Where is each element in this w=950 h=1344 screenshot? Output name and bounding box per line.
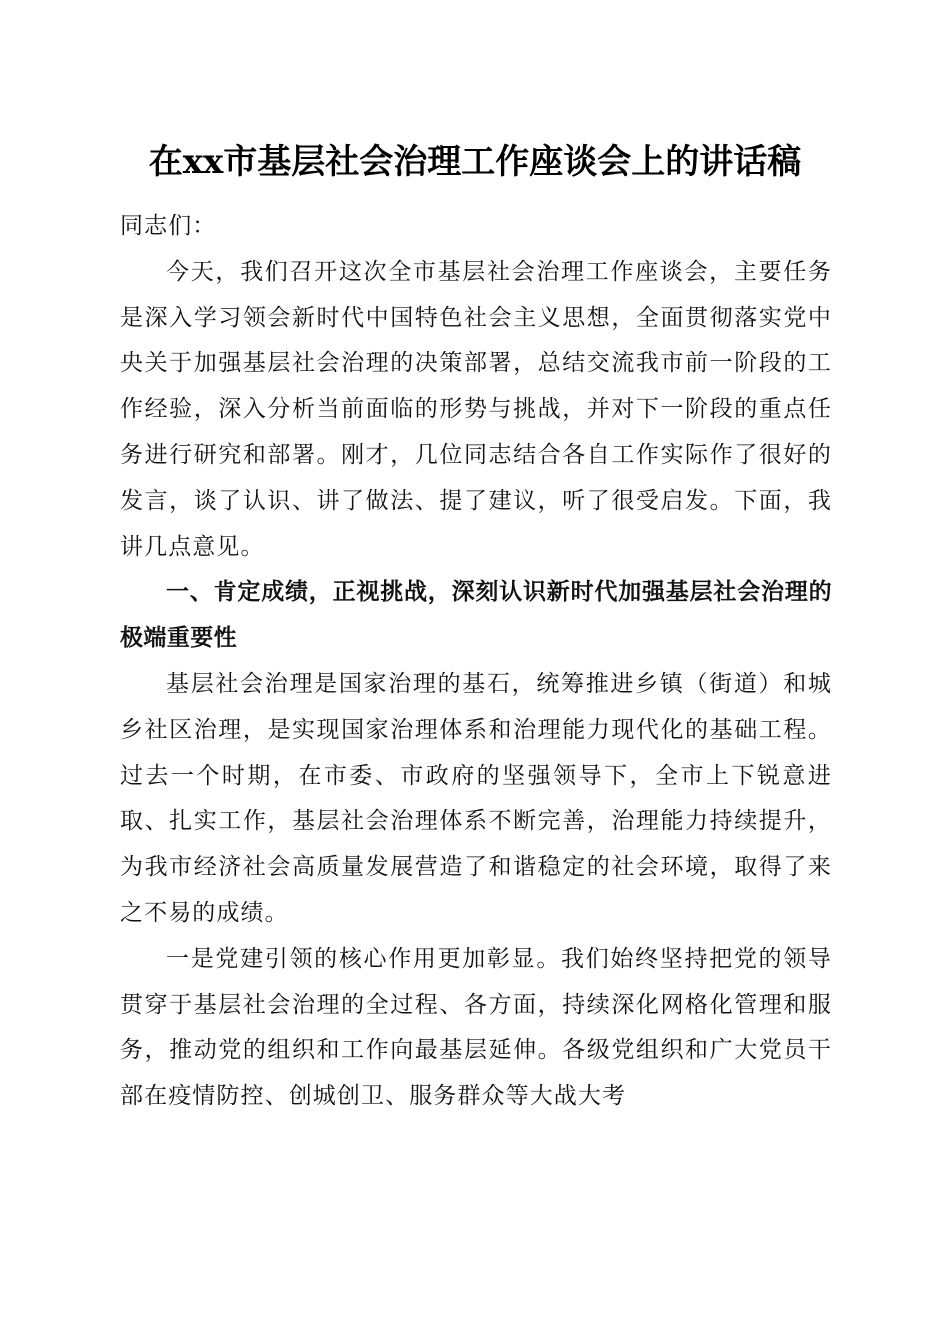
opening-paragraph: 今天，我们召开这次全市基层社会治理工作座谈会，主要任务是深入学习领会新时代中国特色社会主义思想，全面贯彻落实党中央关于加强基层社会治理的决策部署，总结交流我市前一阶段的工作经验，深入分析当前面临的形势与挑战，并对下一阶段的重点任务进行研究和部署。刚才，几位同志结合各自工作实际作了很好的发言，谈了认识、讲了做法、提了建议，听了很受启发。下面，我讲几点意见。 xyxy=(120,258,832,560)
section-heading-1: 一、肯定成绩，正视挑战，深刻认识新时代加强基层社会治理的极端重要性 xyxy=(120,579,832,652)
document-body xyxy=(120,204,832,1120)
section-1-paragraph: 基层社会治理是国家治理的基石，统筹推进乡镇（街道）和城乡社区治理，是实现国家治理体系和治理能力现代化的基础工程。过去一个时期，在市委、市政府的坚强领导下，全市上下锐意进取、扎实工作，基层社会治理体系不断完善，治理能力持续提升，为我市经济社会高质量发展营造了和谐稳定的社会环境，取得了来之不易的成绩。 xyxy=(120,670,832,926)
point-1-lead: 一是党建引领的核心作用更加彰显。 xyxy=(166,945,562,972)
greeting: 同志们： xyxy=(120,213,217,239)
point-1-paragraph xyxy=(120,937,832,1120)
document-title: 在xx市基层社会治理工作座谈会上的讲话稿 xyxy=(148,142,802,182)
point-1-text: 我们始终坚持把党的领导贯穿于基层社会治理的全过程、各方面，持续深化网格化管理和服务，推动党的组织和工作向最基层延伸。各级党组织和广大党员干部在疫情防控、创城创卫、服务群众等大战大考 xyxy=(120,945,832,1110)
